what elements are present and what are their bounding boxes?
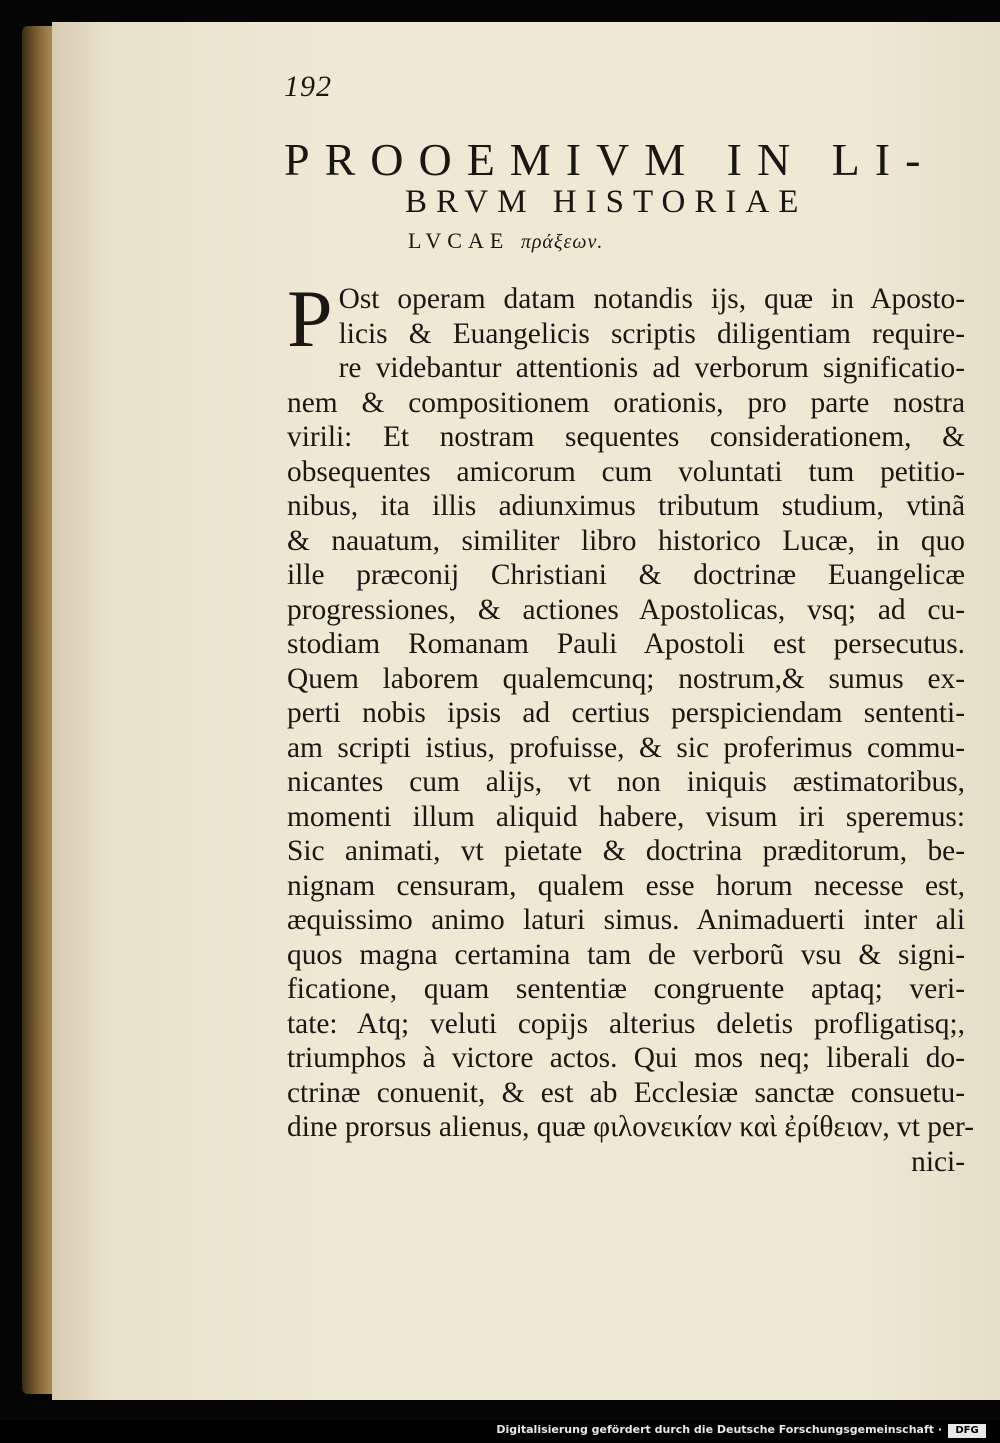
text-line: quos magna certamina tam de verborũ vsu & signi- xyxy=(287,938,965,971)
text-line: & nauatum, similiter libro historico Lucæ, in quo xyxy=(287,524,965,557)
text-line: Sic animati, vt pietate & doctrina præditorum, be- xyxy=(287,835,965,867)
page-number: 192 xyxy=(284,70,332,103)
text-lines xyxy=(287,273,974,1145)
text-line: nicantes cum alijs, vt non iniquis æstimatoribus, xyxy=(287,766,965,798)
dfg-logo-icon: DFG xyxy=(948,1424,986,1438)
funding-credit: Digitalisierung gefördert durch die Deutsche Forschungsgemeinschaft · xyxy=(496,1423,942,1436)
title-line-3 xyxy=(408,228,603,254)
text-line: æquissimo animo laturi simus. Animaduerti inter ali xyxy=(287,904,965,936)
title-line-2: BRVM HISTORIAE xyxy=(405,184,808,220)
text-line: momenti illum aliquid habere, visum iri speremus: xyxy=(287,800,965,833)
text-line: am scripti istius, profuisse, & sic proferimus commu- xyxy=(287,731,965,764)
text-line: obsequentes amicorum cum voluntati tum petitio- xyxy=(287,455,965,488)
drop-cap: P xyxy=(287,273,333,364)
text-line: tate: Atq; veluti copijs alterius deletis profligatisq;, xyxy=(287,1007,965,1040)
text-line: re videbantur attentionis ad verborum significatio- xyxy=(338,352,965,384)
text-line: ficatione, quam sententiæ congruente aptaq; veri- xyxy=(287,973,965,1005)
text-line: ctrinæ conuenit, & est ab Ecclesiæ sanctæ consuetu- xyxy=(287,1076,965,1109)
text-line: triumphos à victore actos. Qui mos neq; liberali do- xyxy=(287,1042,965,1074)
text-line: Quem laborem qualemcunq; nostrum,& sumus ex- xyxy=(287,662,965,695)
text-line: progressiones, & actiones Apostolicas, vsq; ad cu- xyxy=(287,593,965,626)
footer-bar xyxy=(0,1420,1000,1443)
title-line-1: PROOEMIVM IN LI- xyxy=(284,134,936,185)
text-line: perti nobis ipsis ad certius perspiciendam sententi- xyxy=(287,697,965,729)
text-line: nibus, ita illis adiunximus tributum studium, vtinã xyxy=(287,490,965,522)
catchword: nici- xyxy=(911,1145,965,1178)
text-line: nem & compositionem orationis, pro parte nostra xyxy=(287,386,965,419)
text-line: Ost operam datam notandis ijs, quæ in Aposto- xyxy=(338,283,965,315)
body-text xyxy=(287,273,974,1179)
text-line: ille præconij Christiani & doctrinæ Euangelicæ xyxy=(287,559,965,591)
title-line-3-greek: πράξεων. xyxy=(520,231,604,253)
text-line: dine prorsus alienus, quæ φιλονεικίαν καὶ ἐρίθειαν, vt per- xyxy=(287,1111,974,1143)
text-line: stodiam Romanam Pauli Apostoli est persecutus. xyxy=(287,628,965,660)
text-line: licis & Euangelicis scriptis diligentiam require- xyxy=(338,317,965,350)
text-line: nignam censuram, qualem esse horum necesse est, xyxy=(287,869,965,902)
text-line: virili: Et nostram sequentes considerationem, & xyxy=(287,421,965,453)
title-line-3-latin: LVCAE xyxy=(408,228,510,253)
